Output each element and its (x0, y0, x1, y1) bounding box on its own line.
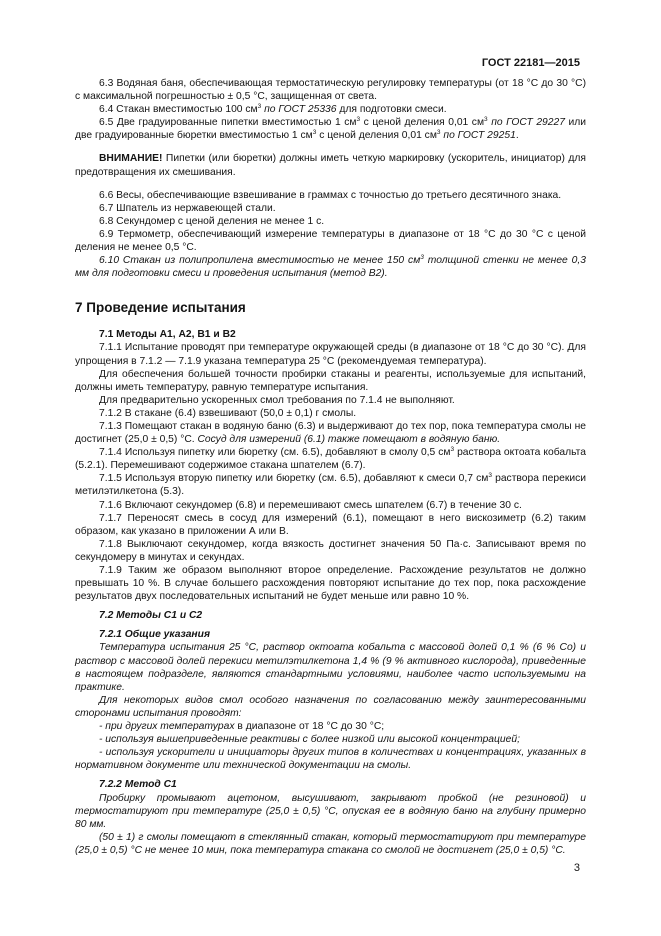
item-7-2-1-list-reagents: - используя вышеприведенные реактивы с более низкой или высокой концентрацией; (99, 734, 520, 746)
section-7-2-2-heading: 7.2.2 Метод С1 (99, 779, 177, 791)
item-7-2-1-text: Температура испытания 25 °С, раствор октоата кобальта с массовой долей 0,1 % (6 % Со) и раствор с массовой долей перекиси метилэтилкетона 1,4 % (9 % активного кислорода), приведенные в настоящем подразделе, являются стандартными условиями, наиболее часто используемыми на практике. (75, 642, 586, 693)
warning-note: ВНИМАНИЕ! Пипетки (или бюретки) должны иметь четкую маркировку (ускоритель, инициатор) для предотвращения их смешивания. (75, 153, 586, 178)
item-7-1-8: 7.1.8 Выключают секундомер, когда вязкость достигнет значения 50 Па·с. Записывают время по секундомеру в минутах и секундах. (75, 538, 586, 563)
item-6-8: 6.8 Секундомер с ценой деления не менее 1 с. (99, 215, 325, 227)
item-7-1-1-note: Для обеспечения большей точности пробирки стаканы и реагенты, используемые для испытаний, должны иметь температуру, равную температуре испытания. (75, 368, 586, 393)
section-7-1-heading: 7.1 Методы А1, А2, В1 и В2 (99, 329, 236, 341)
item-6-7: 6.7 Шпатель из нержавеющей стали. (99, 202, 276, 214)
item-7-1-7: 7.1.7 Переносят смесь в сосуд для измерений (6.1), помещают в него вискозиметр (6.2) таким образом, как указано в приложении А или В. (75, 512, 586, 537)
item-7-2-1-list-temp: - при других температурах в диапазоне от 18 °С до 30 °С; (99, 721, 385, 733)
page-number: 3 (573, 862, 580, 874)
item-7-1-9: 7.1.9 Таким же образом выполняют второе определение. Расхождение результатов не должно превышать 10 %. В случае большего расхождения повторяют испытание до тех пор, пока расхождение результатов двух последовательных испытаний не будет меньше или равно 10 %. (75, 565, 586, 603)
item-7-1-6: 7.1.6 Включают секундомер (6.8) и перемешивают смесь шпателем (6.7) в течение 30 с. (99, 499, 522, 511)
section-7-2-1-heading: 7.2.1 Общие указания (99, 629, 211, 641)
document-number: ГОСТ 22181—2015 (481, 57, 580, 69)
item-6-4: 6.4 Стакан вместимостью 100 $см^3$ по ГОСТ 25336 для подготовки смеси. (99, 103, 447, 116)
section-7-2-heading: 7.2 Методы С1 и С2 (99, 610, 203, 622)
item-7-2-2-tube: Пробирку промывают ацетоном, высушивают, закрывают пробкой (не резиновой) и термостатируют при температуре (25,0 ± 0,5) °С, опуская ее в водяную баню на глубину примерно 80 мм. (75, 792, 586, 830)
page-body (75, 77, 586, 857)
item-7-1-3: 7.1.3 Помещают стакан в водяную баню (6.3) и выдерживают до тех пор, пока температура смолы не достигнет (25,0 ± 0,5) °С. Сосуд для измерений (6.1) также помещают в водяную баню. (75, 420, 586, 446)
item-7-1-5: 7.1.5 Используя вторую пипетку или бюретку (см. 6.5), добавляют к смеси 0,7 $см^3$ раствора перекиси метилэтилкетона (5.3). (75, 472, 586, 498)
item-7-2-1-agreement: Для некоторых видов смол особого назначения по согласованию между заинтересованными сторонами испытания проводят: (75, 694, 586, 719)
item-6-5: 6.5 Две градуированные пипетки вместимостью 1 $см^3$ с ценой деления 0,01 $см^3$ по ГОСТ 29227 или две градуированные бюретки вместимостью 1 $см^3$ с ценой деления 0,01 $см^3$ по ГОСТ 29251. (75, 116, 587, 142)
item-7-1-1-note-2: Для предварительно ускоренных смол требования по 7.1.4 не выполняют. (99, 394, 455, 406)
item-7-1-4: 7.1.4 Используя пипетку или бюретку (см. 6.5), добавляют в смолу 0,5 $см^3$ раствора октоата кобальта (5.2.1). Перемешивают содержимое стакана шпателем (6.7). (75, 446, 586, 472)
item-6-9: 6.9 Термометр, обеспечивающий измерение температуры в диапазоне от 18 °С до 30 °С с ценой деления не менее 0,5 °С. (75, 228, 586, 254)
warning-label: ВНИМАНИЕ! (99, 153, 163, 165)
item-7-1-2: 7.1.2 В стакане (6.4) взвешивают (50,0 ± 0,1) г смолы. (99, 407, 357, 419)
item-6-10: 6.10 Стакан из полипропилена вместимостью не менее 150 $см^3$ толщиной стенки не менее 0,3 мм для подготовки смеси и проведения испытания (метод В2). (75, 254, 586, 280)
section-7-heading: 7 Проведение испытания (75, 300, 246, 316)
item-6-6: 6.6 Весы, обеспечивающие взвешивание в граммах с точностью до третьего десятичного знака. (99, 189, 562, 201)
item-6-3: 6.3 Водяная баня, обеспечивающая термостатическую регулировку температуры (от 18 °С до 30 °С) с максимальной погрешностью ± 0,5 °С, защищенная от света. (75, 78, 586, 103)
item-7-2-1-list-accelerators: - используя ускорители и инициаторы других типов в количествах и концентрациях, указанных в нормативном документе или технической документации на смолы. (75, 747, 586, 772)
item-7-2-2-resin: (50 ± 1) г смолы помещают в стеклянный стакан, который термостатируют при температуре (25,0 ± 0,5) °С не менее 10 мин, пока температура стакана со смолой не достигнет (25,0 ± 0,5) °С. (75, 831, 586, 856)
item-7-1-1: 7.1.1 Испытание проводят при температуре окружающей среды (в диапазоне от 18 °С до 30 °С). Для упрощения в 7.1.2 — 7.1.9 указана температура 25 °С (рекомендуемая температура). (75, 342, 586, 367)
